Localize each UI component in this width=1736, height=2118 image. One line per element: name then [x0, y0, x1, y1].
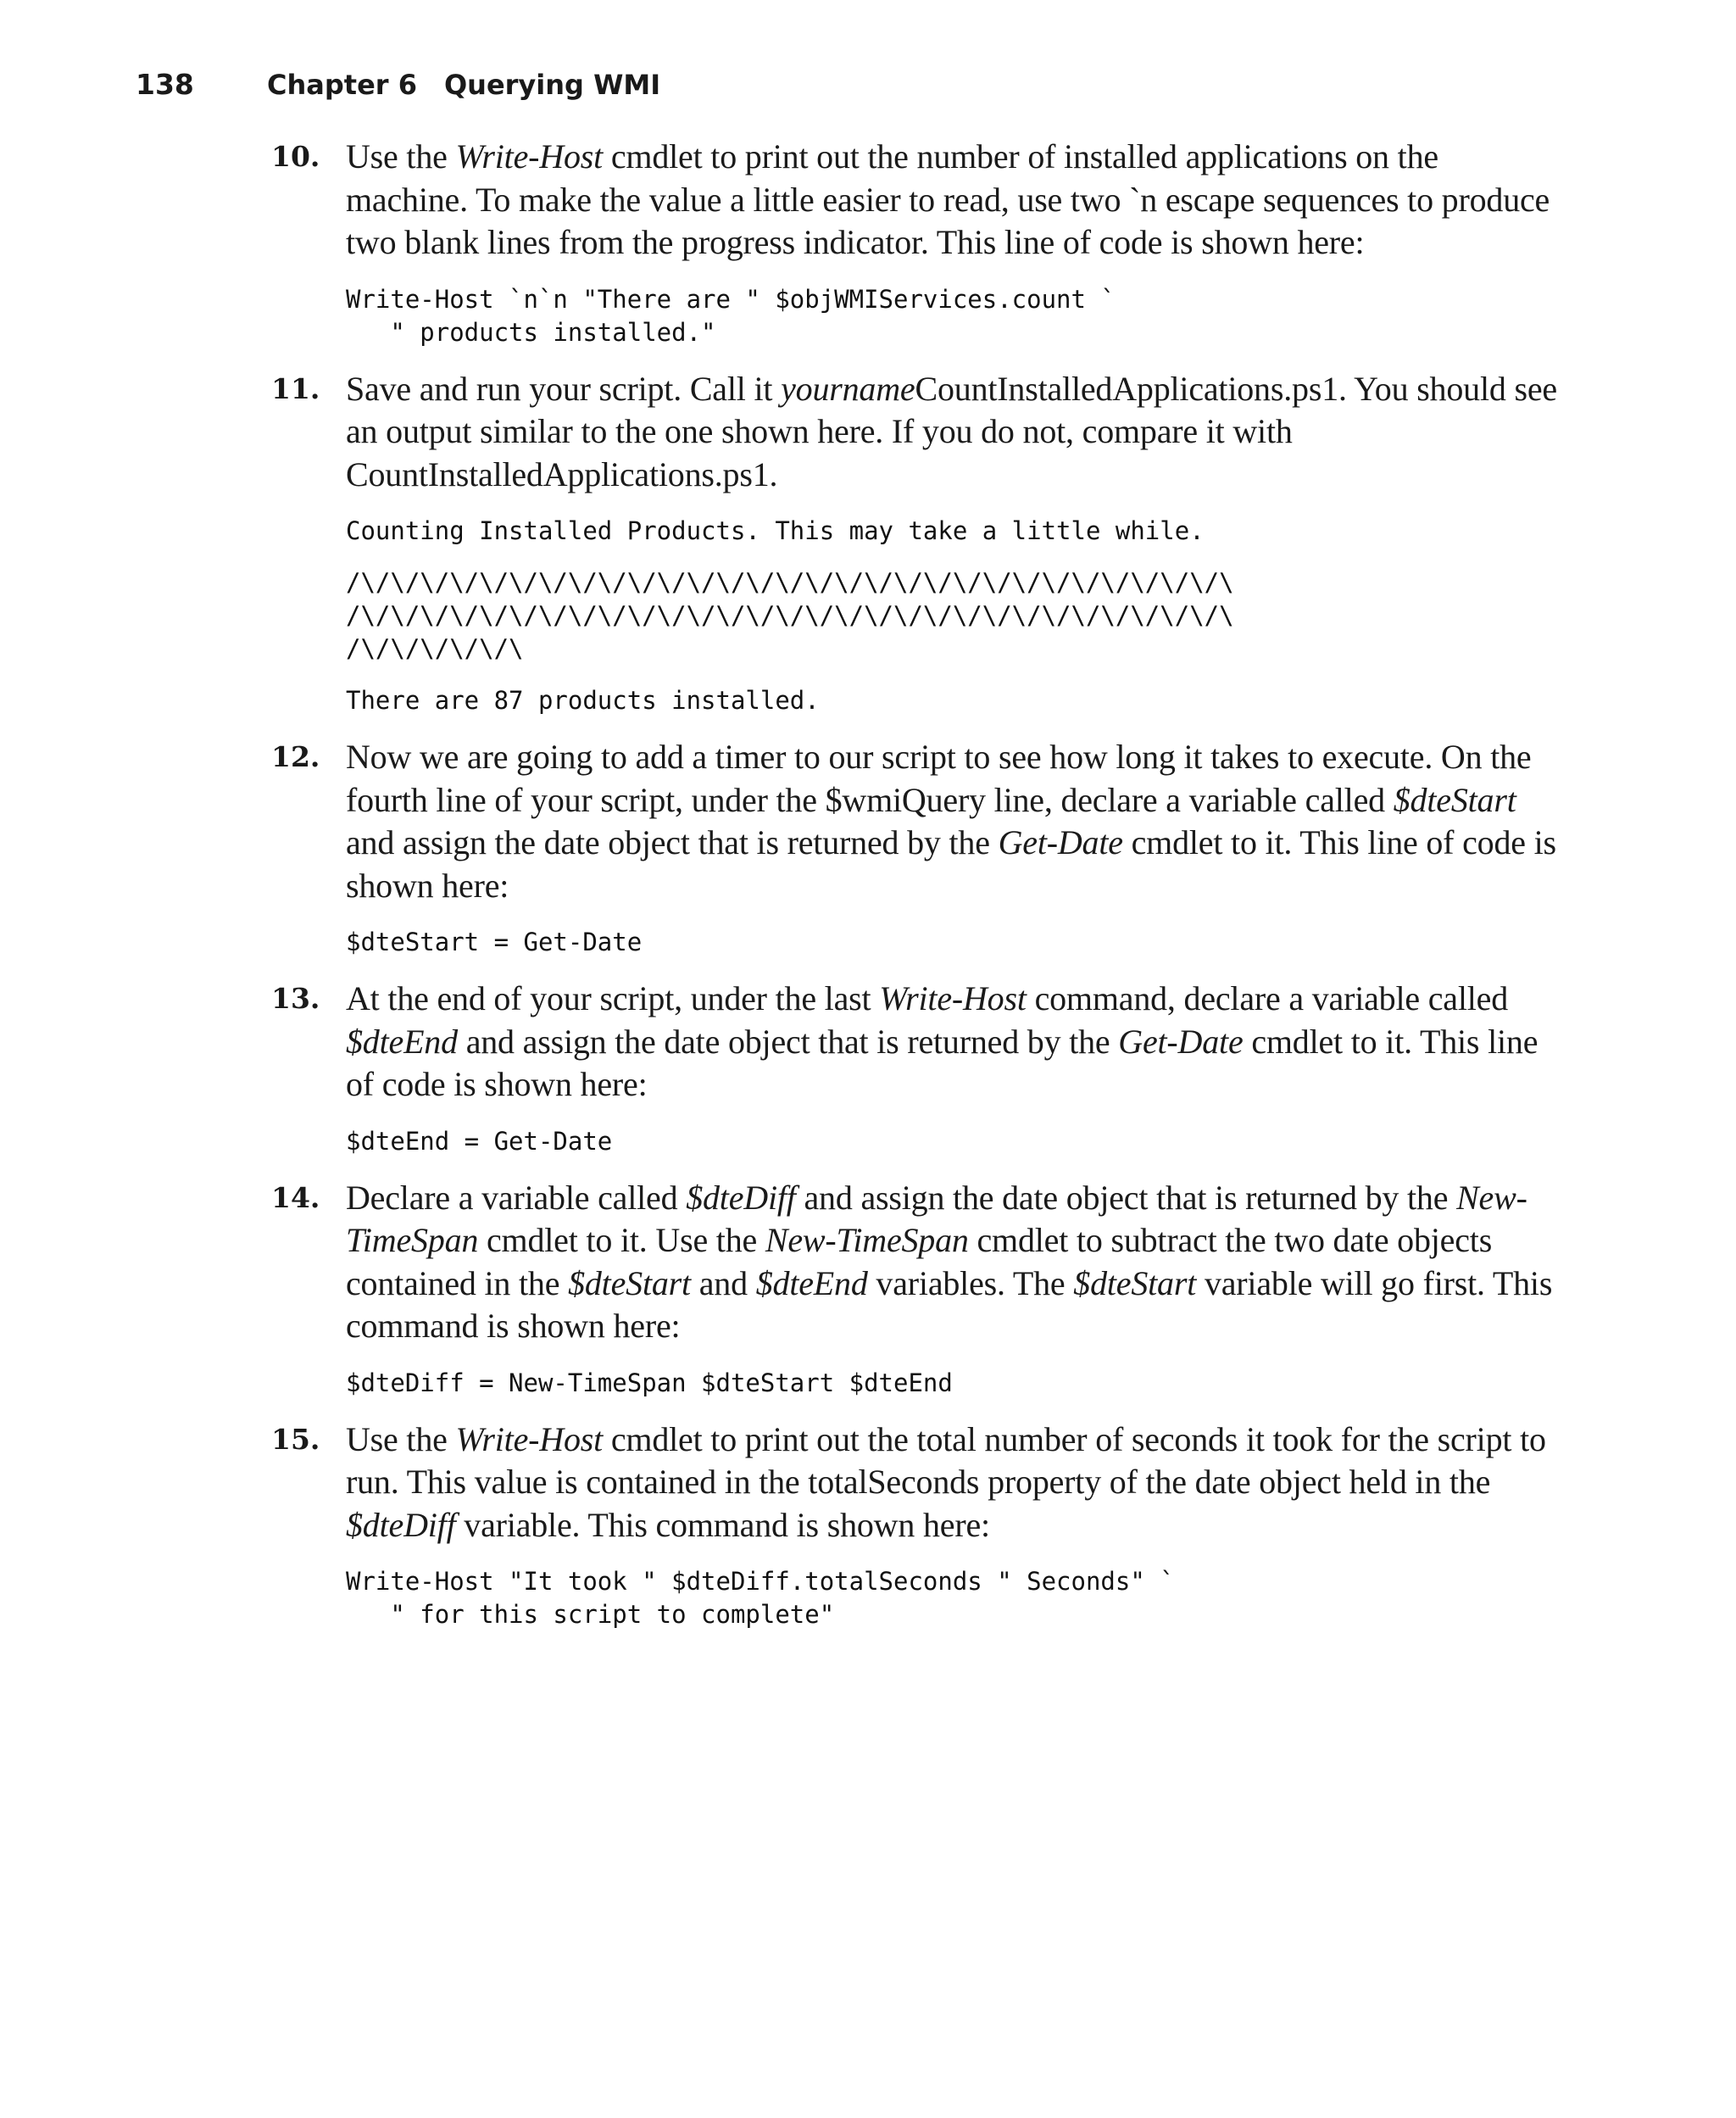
italic-term: $dteStart [1393, 780, 1516, 819]
italic-term: $dteEnd [346, 1022, 458, 1061]
code-line: " products installed." [346, 317, 716, 347]
italic-term: $dteDiff [346, 1505, 456, 1544]
step-number: 10. [271, 140, 320, 173]
step-14 [271, 1177, 1560, 1400]
code-block [346, 566, 1560, 666]
step-text [346, 136, 1560, 265]
text-run: and assign the date object that is returned by the [795, 1178, 1457, 1217]
step-text [346, 978, 1560, 1106]
text-run: and [690, 1263, 756, 1302]
text-run: Use the [346, 1419, 456, 1458]
code-line: $dteEnd = Get-Date [346, 1126, 613, 1156]
text-run: variable. This command is shown here: [455, 1505, 990, 1544]
italic-term: New-TimeSpan [765, 1221, 969, 1259]
text-run: cmdlet to print out the total number of seconds it took for the script to run. This value is contained in the totalSeconds property of the date object held in the [346, 1419, 1546, 1501]
code-line: Write-Host "It took " $dteDiff.totalSeconds " Seconds" ` [346, 1567, 1175, 1596]
italic-term: Write-Host [455, 1419, 604, 1458]
code-line: Write-Host `n`n "There are " $objWMIServices.count ` [346, 284, 1116, 314]
code-line: /\/\/\/\/\/\/\/\/\/\/\/\/\/\/\/\/\/\/\/\/\/\/\/\/\/\/\/\/\/\ [346, 568, 1234, 597]
text-run: CountInstalledApplications.ps1. You should see an output similar to the one shown here. If you do not, compare it with CountInstalledApplications.ps1. [346, 369, 1557, 493]
italic-term: $dteStart [568, 1263, 691, 1302]
step-number: 11. [271, 371, 320, 405]
italic-term: Get-Date [998, 823, 1123, 861]
step-number: 13. [271, 982, 320, 1015]
italic-term: New-TimeSpan [346, 1178, 1527, 1259]
step-number: 14. [271, 1180, 320, 1214]
step-15 [271, 1419, 1560, 1632]
step-13 [271, 978, 1560, 1158]
text-run: Declare a variable called [346, 1178, 687, 1217]
text-run: At the end of your script, under the last [346, 979, 880, 1017]
text-run: cmdlet to subtract the two date objects contained in the [346, 1221, 1493, 1302]
text-run: variable will go first. This command is shown here: [346, 1263, 1553, 1345]
text-run: command, declare a variable called [1026, 979, 1509, 1017]
code-line: /\/\/\/\/\/\ [346, 634, 524, 663]
step-10 [271, 136, 1560, 349]
code-line: " for this script to complete" [346, 1600, 835, 1629]
italic-term: Write-Host [455, 137, 604, 176]
italic-term: Write-Host [879, 979, 1027, 1017]
italic-term: yourname [781, 369, 915, 408]
code-line: $dteStart = Get-Date [346, 928, 643, 956]
code-block [346, 1565, 1560, 1631]
italic-term: $dteEnd [755, 1263, 868, 1302]
step-number: 15. [271, 1422, 320, 1456]
step-text [346, 736, 1560, 907]
step-11 [271, 368, 1560, 718]
code-block [346, 684, 1560, 717]
code-line: $dteDiff = New-TimeSpan $dteStart $dteEnd [346, 1368, 953, 1397]
step-text [346, 368, 1560, 497]
code-line: Counting Installed Products. This may take a little while. [346, 516, 1205, 545]
code-block [346, 926, 1560, 959]
text-run: cmdlet to it. This line of code is shown here: [346, 823, 1556, 905]
italic-term: $dteStart [1073, 1263, 1197, 1302]
text-run: cmdlet to it. Use the [478, 1221, 765, 1259]
code-block [346, 1367, 1560, 1400]
step-text [346, 1419, 1560, 1547]
code-block [346, 515, 1560, 548]
code-line: /\/\/\/\/\/\/\/\/\/\/\/\/\/\/\/\/\/\/\/\/\/\/\/\/\/\/\/\/\/\ [346, 601, 1234, 630]
italic-term: Get-Date [1118, 1022, 1244, 1061]
text-run: variables. The [867, 1263, 1074, 1302]
text-run: cmdlet to it. This line of code is shown here: [346, 1022, 1538, 1103]
text-run: and assign the date object that is returned by the [457, 1022, 1119, 1061]
text-run: Now we are going to add a timer to our script to see how long it takes to execute. On the fourth line of your script, under the $wmiQuery line, declare a variable called [346, 738, 1532, 819]
page-body [271, 136, 1560, 1650]
chapter-label: Chapter 6 [267, 69, 417, 101]
chapter-title: Querying WMI [443, 69, 661, 101]
code-line: There are 87 products installed. [346, 686, 820, 715]
text-run: Save and run your script. Call it [346, 369, 782, 408]
code-block [346, 1125, 1560, 1158]
text-run: and assign the date object that is returned by the [346, 823, 999, 861]
code-block [346, 283, 1560, 349]
text-run: Use the [346, 137, 456, 176]
page-number: 138 [136, 68, 194, 101]
text-run: cmdlet to print out the number of installed applications on the machine. To make the value a little easier to read, use two `n escape sequences to produce two blank lines from the progress indicator. This line of code is shown here: [346, 137, 1550, 261]
step-text [346, 1177, 1560, 1348]
running-header [136, 68, 660, 110]
italic-term: $dteDiff [686, 1178, 796, 1217]
step-number: 12. [271, 740, 320, 773]
step-12 [271, 736, 1560, 959]
